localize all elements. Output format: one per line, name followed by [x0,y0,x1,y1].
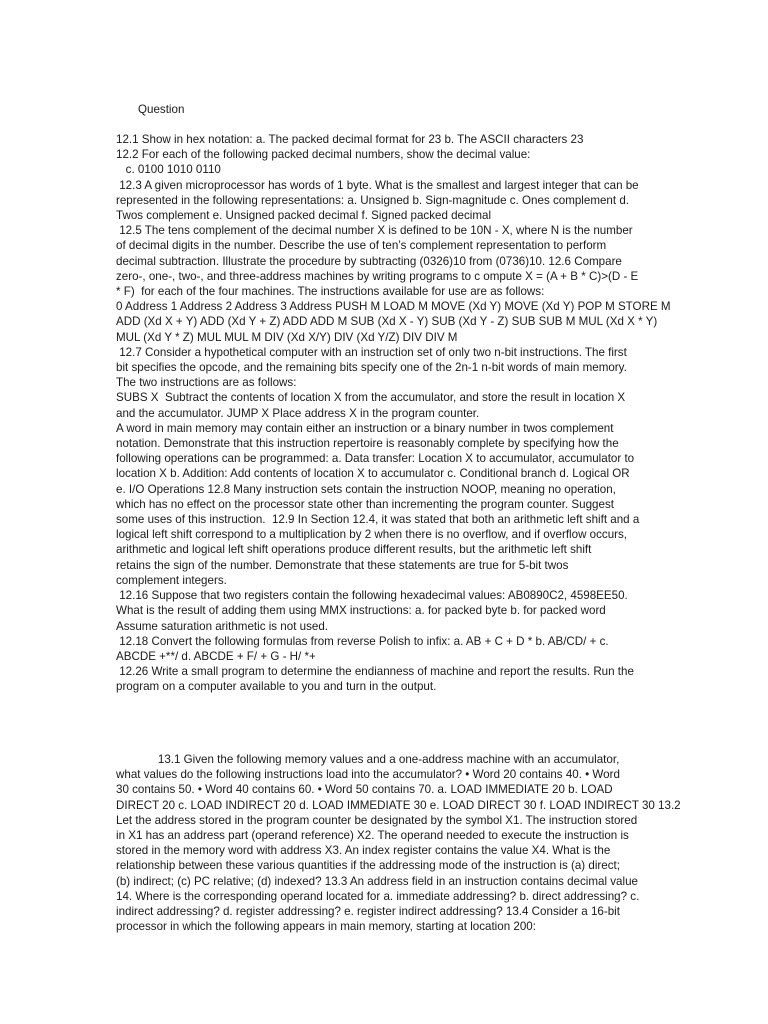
text-line: some uses of this instruction. 12.9 In Section 12.4, it was stated that both an arithmetic left shift and a [116,513,640,527]
text-line: represented in the following representations: a. Unsigned b. Sign-magnitude c. Ones complement d. [116,193,629,207]
text-line: (b) indirect; (c) PC relative; (d) indexed? 13.3 An address field in an instruction contains decimal value [116,874,638,888]
text-line: DIRECT 20 c. LOAD INDIRECT 20 d. LOAD IMMEDIATE 30 e. LOAD DIRECT 30 f. LOAD INDIRECT 30 13.2 [116,798,681,812]
text-line: what values do the following instructions load into the accumulator? • Word 20 contains 40. • Word [116,768,620,782]
text-line: ABCDE +**/ d. ABCDE + F/ + G - H/ *+ [116,649,316,663]
text-line: of decimal digits in the number. Describe the use of ten’s complement representation to perform [116,239,607,253]
chapter-13-questions [116,752,681,934]
text-line: 12.26 Write a small program to determine the endianness of machine and report the results. Run the [116,665,634,679]
text-line: * F) for each of the four machines. The instructions available for use are as follows: [116,285,545,299]
text-line: arithmetic and logical left shift operations produce different results, but the arithmetic left shift [116,543,592,557]
text-line: 30 contains 50. • Word 40 contains 60. • Word 50 contains 70. a. LOAD IMMEDIATE 20 b. LOAD [116,783,613,797]
text-line: 12.5 The tens complement of the decimal number X is defined to be 10N - X, where N is the number [116,224,633,238]
text-line: Twos complement e. Unsigned packed decimal f. Signed packed decimal [116,209,492,223]
text-line: MUL (Xd Y * Z) MUL MUL M DIV (Xd X/Y) DIV (Xd Y/Z) DIV DIV M [116,330,458,344]
text-line: indirect addressing? d. register addressing? e. register indirect addressing? 13.4 Consider a 16-bit [116,905,620,919]
text-line: and the accumulator. JUMP X Place address X in the program counter. [116,406,480,420]
text-line: A word in main memory may contain either an instruction or a binary number in twos complement [116,421,614,435]
text-line: 14. Where is the corresponding operand located for a. immediate addressing? b. direct addressing? c. [116,889,640,903]
text-line: location X b. Addition: Add contents of location X to accumulator c. Conditional branch d. Logical OR [116,467,630,481]
text-line: What is the result of adding them using MMX instructions: a. for packed byte b. for packed word [116,604,606,618]
text-line: ADD (Xd X + Y) ADD (Xd Y + Z) ADD ADD M SUB (Xd X - Y) SUB (Xd Y - Z) SUB SUB M MUL (Xd X * Y) [116,315,658,329]
text-line: notation. Demonstrate that this instruction repertoire is reasonably complete by specifying how the [116,437,619,451]
text-line: SUBS X Subtract the contents of location X from the accumulator, and store the result in location X [116,391,626,405]
text-line: c. 0100 1010 0110 [116,163,221,177]
text-line: complement integers. [116,573,227,587]
text-line: retains the sign of the number. Demonstrate that these statements are true for 5-bit twos [116,558,569,572]
text-line: The two instructions are as follows: [116,376,297,390]
text-line: 12.7 Consider a hypothetical computer with an instruction set of only two n-bit instructions. The first [116,345,627,359]
text-line: zero-, one-, two-, and three-address machines by writing programs to c ompute X = (A + B * C)>(D - E [116,269,639,283]
text-line: e. I/O Operations 12.8 Many instruction sets contain the instruction NOOP, meaning no operation, [116,482,616,496]
text-line: decimal subtraction. Illustrate the procedure by subtracting (0326)10 from (0736)10. 12.6 Compare [116,254,622,268]
text-line: in X1 has an address part (operand reference) X2. The operand needed to execute the instruction is [116,829,629,843]
text-line: stored in the memory word with address X3. An index register contains the value X4. What is the [116,844,611,858]
text-line: 0 Address 1 Address 2 Address 3 Address PUSH M LOAD M MOVE (Xd Y) MOVE (Xd Y) POP M STORE M [116,300,671,314]
text-line: logical left shift correspond to a multiplication by 2 when there is no overflow, and if overflow occurs, [116,528,628,542]
question-heading: Question [138,103,185,116]
chapter-12-questions [116,132,671,695]
text-line: program on a computer available to you and turn in the output. [116,680,437,694]
text-line: relationship between these various quantities if the addressing mode of the instruction is (a) direct; [116,859,620,873]
text-line: bit specifies the opcode, and the remaining bits specify one of the 2n-1 n-bit words of main memory. [116,361,627,375]
text-line: processor in which the following appears in main memory, starting at location 200: [116,920,536,934]
text-line: Assume saturation arithmetic is not used. [116,619,329,633]
text-line: which has no effect on the processor state other than incrementing the program counter. Suggest [116,497,614,511]
text-line: Let the address stored in the program counter be designated by the symbol X1. The instruction stored [116,813,638,827]
text-line: 12.18 Convert the following formulas from reverse Polish to infix: a. AB + C + D * b. AB/CD/ + c. [116,634,609,648]
text-line: 13.1 Given the following memory values and a one-address machine with an accumulator, [116,753,620,766]
text-line: 12.3 A given microprocessor has words of 1 byte. What is the smallest and largest integer that can be [116,178,639,192]
text-line: following operations can be programmed: a. Data transfer: Location X to accumulator, accumulator to [116,452,635,466]
text-line: 12.16 Suppose that two registers contain the following hexadecimal values: AB0890C2, 4598EE50. [116,589,628,603]
text-line: 12.1 Show in hex notation: a. The packed decimal format for 23 b. The ASCII characters 23 [116,133,584,146]
text-line: 12.2 For each of the following packed decimal numbers, show the decimal value: [116,148,531,162]
